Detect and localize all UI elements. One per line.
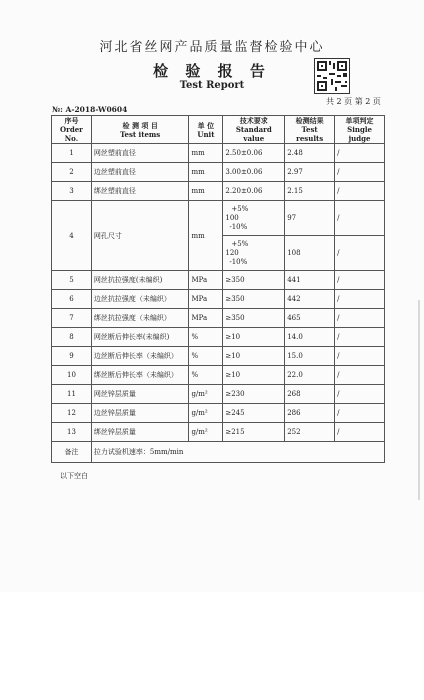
table-row <box>52 271 385 290</box>
single-judge: / <box>335 201 385 236</box>
report-title-cn: 检 验 报 告 <box>153 62 271 80</box>
single-judge: / <box>335 423 385 442</box>
test-result: 252 <box>285 423 335 442</box>
qr-code-icon <box>314 58 350 94</box>
table-row <box>52 309 385 328</box>
unit: g/m² <box>189 385 223 404</box>
standard-value: ≥10 <box>223 328 285 347</box>
unit: mm <box>189 182 223 201</box>
table-row <box>52 328 385 347</box>
single-judge: / <box>335 366 385 385</box>
test-result: 2.15 <box>285 182 335 201</box>
test-results-table <box>51 115 385 463</box>
report-title-en: Test Report <box>179 80 245 91</box>
test-item: 网丝断后伸长率(未编织) <box>91 328 189 347</box>
unit: g/m² <box>189 423 223 442</box>
test-result: 2.97 <box>285 163 335 182</box>
standard-value: ≥350 <box>223 290 285 309</box>
col-header-judge: 单项判定 Single judge <box>335 116 385 144</box>
order-no: 9 <box>52 347 92 366</box>
table-row <box>52 423 385 442</box>
test-result: 97 <box>285 201 335 236</box>
note-text: 拉力试验机速率：5mm/min <box>91 442 384 463</box>
unit: % <box>189 328 223 347</box>
table-row <box>52 163 385 182</box>
test-result: 465 <box>285 309 335 328</box>
single-judge: / <box>335 182 385 201</box>
paper-edge-shadow <box>418 300 420 500</box>
order-no: 5 <box>52 271 92 290</box>
order-no: 2 <box>52 163 92 182</box>
test-item: 边丝断后伸长率（未编织） <box>91 347 189 366</box>
test-item: 绑丝塑前直径 <box>91 182 189 201</box>
single-judge: / <box>335 347 385 366</box>
single-judge: / <box>335 385 385 404</box>
unit: mm <box>189 201 223 271</box>
single-judge: / <box>335 404 385 423</box>
test-result: 108 <box>285 236 335 271</box>
test-item: 绑丝锌层质量 <box>91 423 189 442</box>
single-judge: / <box>335 290 385 309</box>
report-number: №: A-2018-W0604 <box>52 105 128 114</box>
order-no: 6 <box>52 290 92 309</box>
standard-value: +5% 120 -10% <box>223 236 285 271</box>
single-judge: / <box>335 163 385 182</box>
test-item: 边丝抗拉强度（未编织） <box>91 290 189 309</box>
test-result: 15.0 <box>285 347 335 366</box>
order-no: 13 <box>52 423 92 442</box>
standard-value: +5% 100 -10% <box>223 201 285 236</box>
order-no: 11 <box>52 385 92 404</box>
col-header-items: 检 测 项 目 Test items <box>91 116 189 144</box>
standard-value: 3.00±0.06 <box>223 163 285 182</box>
table-row <box>52 404 385 423</box>
unit: % <box>189 347 223 366</box>
test-item: 网丝抗拉强度(未编织) <box>91 271 189 290</box>
table-row <box>52 385 385 404</box>
table-row <box>52 144 385 163</box>
single-judge: / <box>335 271 385 290</box>
test-item: 绑丝断后伸长率（未编织） <box>91 366 189 385</box>
test-result: 22.0 <box>285 366 335 385</box>
table-row <box>52 182 385 201</box>
unit: MPa <box>189 271 223 290</box>
test-result: 268 <box>285 385 335 404</box>
table-row <box>52 366 385 385</box>
col-header-order: 序号 Order No. <box>52 116 92 144</box>
test-result: 442 <box>285 290 335 309</box>
order-no: 7 <box>52 309 92 328</box>
standard-value: ≥245 <box>223 404 285 423</box>
test-result: 14.0 <box>285 328 335 347</box>
single-judge: / <box>335 144 385 163</box>
table-header-row <box>52 116 385 144</box>
unit: mm <box>189 163 223 182</box>
test-result: 441 <box>285 271 335 290</box>
test-item: 绑丝抗拉强度（未编织） <box>91 309 189 328</box>
test-item: 网丝塑前直径 <box>91 144 189 163</box>
blank-below-text: 以下空白 <box>60 472 88 480</box>
standard-value: ≥10 <box>223 366 285 385</box>
col-header-standard: 技术要求 Standard value <box>223 116 285 144</box>
order-no: 1 <box>52 144 92 163</box>
single-judge: / <box>335 328 385 347</box>
standard-value: ≥215 <box>223 423 285 442</box>
table-row <box>52 347 385 366</box>
page-count: 共 2 页 第 2 页 <box>326 97 381 106</box>
col-header-unit: 单 位 Unit <box>189 116 223 144</box>
test-item: 网孔尺寸 <box>91 201 189 271</box>
standard-value: 2.50±0.06 <box>223 144 285 163</box>
single-judge: / <box>335 236 385 271</box>
unit: MPa <box>189 309 223 328</box>
note-row <box>52 442 385 463</box>
standard-value: ≥10 <box>223 347 285 366</box>
order-no: 12 <box>52 404 92 423</box>
col-header-results: 检测结果 Test results <box>285 116 335 144</box>
standard-value: ≥350 <box>223 309 285 328</box>
note-label: 备注 <box>52 442 92 463</box>
unit: g/m² <box>189 404 223 423</box>
unit: MPa <box>189 290 223 309</box>
standard-value: ≥230 <box>223 385 285 404</box>
order-no: 10 <box>52 366 92 385</box>
test-item: 边丝锌层质量 <box>91 404 189 423</box>
test-result: 2.48 <box>285 144 335 163</box>
test-item: 网丝锌层质量 <box>91 385 189 404</box>
standard-value: 2.20±0.06 <box>223 182 285 201</box>
table-row <box>52 201 385 236</box>
order-no: 4 <box>52 201 92 271</box>
test-result: 286 <box>285 404 335 423</box>
unit: % <box>189 366 223 385</box>
table-row <box>52 290 385 309</box>
org-name: 河北省丝网产品质量监督检验中心 <box>99 40 325 55</box>
test-item: 边丝塑前直径 <box>91 163 189 182</box>
unit: mm <box>189 144 223 163</box>
order-no: 8 <box>52 328 92 347</box>
order-no: 3 <box>52 182 92 201</box>
standard-value: ≥350 <box>223 271 285 290</box>
single-judge: / <box>335 309 385 328</box>
